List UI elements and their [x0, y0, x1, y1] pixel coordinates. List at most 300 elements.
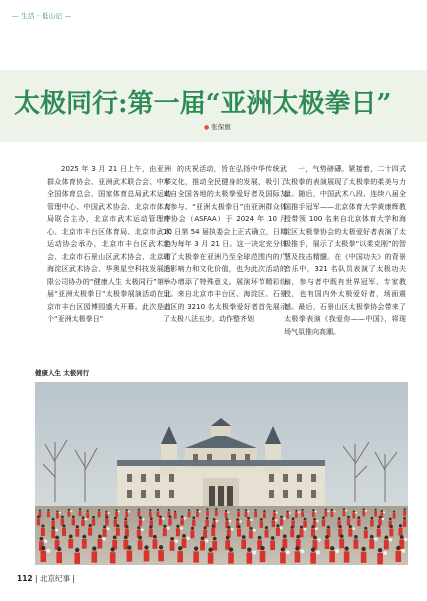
performer-head	[371, 517, 374, 520]
performer-figure	[47, 512, 50, 518]
performer-figure	[377, 529, 381, 537]
performer-fan	[141, 528, 144, 531]
performer-head	[390, 525, 393, 528]
performer-fan	[404, 538, 407, 541]
performer-figure	[403, 511, 406, 517]
performer-head	[227, 526, 230, 529]
performer-head	[98, 509, 100, 511]
performer-figure	[352, 513, 355, 519]
performer-head	[291, 526, 294, 529]
performer-figure	[68, 511, 71, 517]
performer-figure	[177, 551, 183, 562]
performer-head	[98, 535, 102, 539]
performer-fan	[59, 512, 61, 514]
performer-head	[92, 516, 95, 519]
performer-fan	[401, 549, 405, 553]
performer-figure	[247, 520, 250, 527]
performer-fan	[374, 538, 377, 541]
performer-figure	[343, 511, 346, 517]
performer-head	[213, 537, 217, 541]
performer-head	[281, 547, 285, 551]
performer-fan	[333, 510, 335, 512]
performer-figure	[378, 519, 381, 526]
performer-figure	[225, 512, 228, 518]
performer-fan	[352, 527, 355, 530]
performer-head	[340, 534, 344, 538]
performer-figure	[79, 511, 82, 517]
performer-figure	[149, 512, 152, 518]
performer-head	[237, 525, 240, 528]
magazine-name: 北京纪事	[39, 574, 70, 583]
performer-figure	[203, 530, 207, 538]
performer-fan	[383, 551, 387, 555]
performer-head	[325, 535, 329, 539]
performer-fan	[252, 551, 256, 555]
performer-head	[138, 509, 140, 511]
performer-head	[103, 525, 106, 528]
performer-fan	[184, 517, 186, 519]
performer-head	[354, 535, 358, 539]
performer-fan	[276, 512, 278, 514]
performer-figure	[176, 528, 180, 536]
page-number: 112	[17, 574, 33, 583]
performer-head	[213, 518, 216, 521]
performer-head	[159, 516, 162, 519]
performer-head	[72, 516, 75, 519]
performer-figure	[193, 551, 199, 562]
performer-fan	[229, 520, 231, 522]
performer-head	[400, 535, 404, 539]
performer-head	[138, 536, 142, 540]
performer-figure	[393, 513, 396, 519]
performer-figure	[280, 552, 286, 563]
performer-head	[292, 517, 295, 520]
performer-head	[312, 509, 314, 511]
performer-head	[271, 536, 275, 540]
performer-head	[168, 509, 170, 511]
performer-figure	[168, 519, 171, 526]
performer-head	[62, 524, 65, 527]
performer-head	[260, 518, 263, 521]
performer-figure	[310, 553, 316, 564]
performer-fan	[300, 549, 304, 553]
performer-figure	[208, 553, 214, 564]
performer-figure	[105, 519, 108, 526]
performer-fan	[180, 527, 183, 530]
performer-fan	[389, 538, 392, 541]
performer-head	[105, 511, 107, 513]
performer-fan	[227, 511, 229, 513]
performer-figure	[144, 550, 150, 561]
performer-head	[212, 525, 215, 528]
performer-head	[169, 516, 172, 519]
performer-head	[111, 547, 115, 551]
performer-figure	[170, 541, 175, 551]
performer-figure	[138, 540, 143, 550]
performer-head	[225, 510, 227, 512]
performer-head	[125, 525, 128, 528]
performer-figure	[260, 551, 266, 562]
performer-figure	[254, 512, 257, 518]
performer-head	[260, 546, 264, 550]
performer-figure	[56, 552, 62, 563]
performer-head	[174, 511, 176, 513]
performer-head	[242, 535, 246, 539]
performer-head	[330, 546, 334, 550]
performer-head	[364, 527, 367, 530]
performer-fan	[315, 527, 318, 530]
performer-head	[255, 509, 257, 511]
performer-figure	[272, 520, 275, 527]
performer-head	[331, 509, 333, 511]
performer-head	[300, 526, 303, 529]
performer-figure	[75, 529, 79, 537]
performer-figure	[206, 511, 209, 517]
performer-head	[127, 545, 131, 549]
performer-head	[124, 518, 127, 521]
performer-head	[377, 525, 380, 528]
performer-figure	[182, 538, 187, 548]
performer-head	[57, 547, 61, 551]
performer-head	[137, 526, 140, 529]
performer-head	[82, 535, 86, 539]
performer-head	[389, 518, 392, 521]
performer-figure	[98, 539, 103, 549]
section-tag: — 生活 · 低山记 —	[12, 12, 72, 20]
performer-figure	[362, 511, 365, 517]
performer-head	[375, 509, 377, 511]
performer-figure	[56, 513, 59, 519]
performer-figure	[399, 528, 403, 536]
performer-figure	[329, 551, 335, 562]
performer-figure	[180, 519, 183, 526]
performer-head	[157, 509, 159, 511]
performer-figure	[192, 520, 195, 527]
performer-head	[87, 510, 89, 512]
performer-head	[363, 508, 365, 510]
performer-figure	[212, 541, 217, 551]
performer-fan	[167, 527, 170, 530]
performer-head	[188, 509, 190, 511]
performer-head	[56, 510, 58, 512]
performer-head	[311, 548, 315, 552]
performer-figure	[364, 530, 368, 538]
performer-fan	[253, 529, 256, 532]
performer-figure	[116, 528, 120, 536]
performer-head	[370, 535, 374, 539]
performer-head	[79, 508, 81, 510]
body-text: 一，气势磅礴。紧接着，二十四式太极拳的表演展现了太极拳的柔美与力量。随后，中国武术八段、连续八届全国推手冠军——北京体育大学黄康辉教授带领 100 名来自北京体育大学和海淀区太极拳协会的太极爱好者表演了太极推手，展示了太极拳“以柔克刚”的智慧及技击精髓。在《中国功夫》的背景音乐中，321 名队员表演了太极功夫扇，参与者中既有世界冠军、专家教授，也有国内外太极爱好者，场面震撼。最后，石景山区太极拳协会带来了太极拳表演《我爱你——中国》，将现场气氛推向高潮。	[284, 165, 406, 336]
performer-head	[381, 510, 383, 512]
performer-figure	[370, 520, 373, 527]
performer-figure	[68, 539, 73, 549]
performer-figure	[215, 511, 218, 517]
performer-head	[325, 509, 327, 511]
performer-figure	[270, 540, 275, 550]
performer-fan	[55, 529, 58, 532]
performer-figure	[361, 552, 367, 563]
performer-head	[215, 508, 217, 510]
performer-fan	[317, 538, 320, 541]
page-title: 太极同行:第一届“亚洲太极拳日”	[14, 89, 392, 119]
performer-figure	[159, 519, 162, 526]
performer-fan	[199, 511, 201, 513]
performer-figure	[377, 553, 383, 564]
performer-head	[393, 510, 395, 512]
performer-figure	[301, 511, 304, 517]
performer-head	[313, 536, 317, 540]
photo-caption: 健康人生 太极同行	[35, 369, 90, 377]
performer-head	[237, 509, 239, 511]
performer-head	[311, 525, 314, 528]
performer-head	[226, 518, 229, 521]
performer-figure	[37, 519, 40, 526]
performer-head	[113, 536, 117, 540]
performer-fan	[85, 518, 87, 520]
performer-head	[313, 518, 316, 521]
performer-head	[357, 516, 360, 519]
performer-fan	[107, 528, 110, 531]
performer-head	[229, 547, 233, 551]
performer-head	[150, 517, 153, 520]
performer-fan	[205, 539, 208, 542]
performer-fan	[280, 527, 283, 530]
performer-head	[191, 527, 194, 530]
body-column-1	[47, 163, 171, 326]
performer-head	[296, 535, 300, 539]
performer-fan	[240, 520, 242, 522]
body-text: 2025 年 3 月 21 日上午，由亚洲群众体育协会、亚洲武术联合会、中华全国体育总会、国家体育总局武术运动管理中心、中国武术协会、北京市体育局联合主办，北京市武术运动管理中心、北京市丰台区体育局、北京市武术运动协会承办，北京市丰台区武术协会、北京市石景山区武术协会、北京市海淀区武术协会、华奥星空科技发展有限公司协办的“健康人生 太极同行”第一届“亚洲太极拳日”太极拳展演活动在北京市丰台区园博园盛大开幕。此次是首个“亚洲太极拳日”	[47, 165, 171, 323]
performer-head	[287, 511, 289, 513]
performer-head	[208, 548, 212, 552]
performer-figure	[88, 528, 92, 536]
performer-figure	[241, 539, 246, 549]
performer-fan	[128, 511, 130, 513]
performer-head	[304, 518, 307, 521]
performer-head	[384, 536, 388, 540]
performer-head	[89, 524, 92, 527]
performer-figure	[211, 528, 215, 536]
performer-figure	[188, 512, 191, 518]
performer-head	[47, 509, 49, 511]
performer-figure	[196, 512, 199, 518]
performer-head	[163, 525, 166, 528]
performer-head	[159, 545, 163, 549]
performer-head	[41, 546, 45, 550]
performer-figure	[163, 528, 167, 536]
bullet-icon: ●	[204, 124, 210, 131]
performer-figure	[237, 511, 240, 517]
performer-figure	[322, 520, 325, 527]
performer-figure	[295, 551, 301, 562]
performer-head	[295, 510, 297, 512]
performer-figure	[249, 530, 253, 538]
performer-head	[339, 525, 342, 528]
performer-figure	[276, 528, 280, 536]
performer-head	[403, 517, 406, 520]
performer-head	[273, 510, 275, 512]
performer-fan	[108, 512, 110, 514]
performer-fan	[298, 511, 300, 513]
performer-head	[206, 508, 208, 510]
performer-fan	[286, 550, 290, 554]
performer-head	[182, 534, 186, 538]
performer-fan	[365, 510, 367, 512]
performer-head	[75, 548, 79, 552]
performer-figure	[41, 528, 45, 536]
performer-head	[37, 515, 40, 518]
performer-figure	[324, 511, 327, 517]
performer-figure	[344, 551, 350, 562]
performer-figure	[354, 539, 359, 549]
performer-figure	[228, 552, 234, 563]
performer-figure	[103, 529, 107, 537]
performer-head	[114, 517, 117, 520]
performer-head	[347, 516, 350, 519]
performer-figure	[339, 539, 344, 549]
performer-fan	[355, 512, 357, 514]
performer-head	[295, 546, 299, 550]
performer-head	[265, 526, 268, 529]
performer-head	[245, 509, 247, 511]
performer-head	[39, 510, 41, 512]
performer-figure	[125, 512, 128, 518]
performer-figure	[260, 521, 263, 528]
performer-figure	[62, 528, 66, 536]
performer-head	[106, 516, 109, 519]
performer-figure	[331, 511, 334, 517]
performer-head	[144, 545, 148, 549]
performer-fan	[345, 510, 347, 512]
performer-figure	[174, 513, 177, 519]
performer-head	[226, 536, 230, 540]
performer-fan	[216, 520, 218, 522]
performer-fan	[175, 540, 178, 543]
performer-fan	[187, 537, 190, 540]
performer-head	[149, 509, 151, 511]
performer-head	[201, 537, 205, 541]
performer-figure	[138, 511, 141, 517]
performer-figure	[115, 512, 118, 518]
performer-head	[68, 509, 70, 511]
performer-head	[280, 516, 283, 519]
performer-head	[41, 524, 44, 527]
performer-figure	[303, 521, 306, 528]
performer-figure	[153, 539, 158, 549]
performer-fan	[315, 511, 317, 513]
performer-figure	[374, 511, 377, 517]
performer-figure	[389, 529, 393, 537]
performer-figure	[348, 529, 352, 537]
performer-fan	[248, 511, 250, 513]
performer-head	[396, 546, 400, 550]
performer-figure	[139, 519, 142, 526]
performer-head	[247, 517, 250, 520]
performer-head	[399, 524, 402, 527]
performer-figure	[237, 529, 241, 537]
performer-head	[338, 517, 341, 520]
performer-fan	[162, 517, 164, 519]
performer-figure	[347, 519, 350, 526]
performer-head	[52, 518, 55, 521]
performer-figure	[311, 529, 315, 537]
performer-figure	[245, 512, 248, 518]
performer-head	[149, 526, 152, 529]
performer-fan	[118, 511, 120, 513]
performer-figure	[282, 539, 287, 549]
performer-head	[176, 525, 179, 528]
performer-head	[353, 510, 355, 512]
body-text: 的庆祝活动，旨在弘扬中华传统武术文化，推动全民健身的发展，吸引了来自全国各地的太极拳爱好者及国际友人参与。“亚洲太极拳日”由亚洲群众体育协会（ASFAA）于 2024 年 10 月 10 日第 54 届执委会上正式确立，日期定为每年 3 月 21 日。这一决定充分体现了太极拳在亚洲乃至全球范围内的广泛影响力和文化价值，也为此次活动的举办增添了特殊意义。展演环节精彩纷呈。来自北京市丰台区、海淀区、石景山区的 3210 名太极拳爱好者首先展示了太极八法五步，动作整齐划	[163, 165, 287, 323]
page-footer: 112 | 北京纪事 |	[17, 574, 75, 583]
performer-head	[343, 508, 345, 510]
performer-figure	[369, 539, 374, 549]
performer-figure	[295, 512, 298, 518]
performer-head	[126, 509, 128, 511]
performer-fan	[142, 518, 144, 520]
performer-head	[276, 524, 279, 527]
performer-head	[52, 527, 55, 530]
performer-figure	[149, 529, 153, 537]
performer-head	[178, 546, 182, 550]
performer-figure	[205, 520, 208, 527]
performer-figure	[190, 530, 194, 538]
performer-head	[194, 546, 198, 550]
performer-figure	[403, 520, 406, 527]
performer-fan	[275, 519, 277, 521]
performer-fan	[304, 528, 307, 531]
performer-figure	[263, 513, 266, 519]
performer-head	[206, 517, 209, 520]
performer-head	[204, 526, 207, 529]
performer-head	[196, 509, 198, 511]
performer-figure	[286, 513, 289, 519]
performer-figure	[357, 519, 360, 526]
performer-head	[116, 524, 119, 527]
performer-head	[92, 546, 96, 550]
performer-fan	[231, 528, 234, 531]
performer-head	[115, 509, 117, 511]
performer-head	[327, 526, 330, 529]
performer-head	[283, 534, 287, 538]
performer-figure	[396, 551, 402, 562]
performer-figure	[247, 553, 253, 564]
performer-fan	[335, 549, 339, 553]
performer-head	[249, 527, 252, 530]
performer-figure	[61, 519, 64, 526]
performer-head	[55, 536, 59, 540]
performer-figure	[86, 512, 89, 518]
performer-fan	[316, 551, 320, 555]
performer-fan	[316, 520, 318, 522]
performer-fan	[46, 549, 50, 553]
performer-figure	[51, 530, 55, 538]
performer-head	[361, 547, 365, 551]
performer-figure	[158, 550, 164, 561]
performer-fan	[382, 518, 384, 520]
performer-figure	[200, 541, 205, 551]
performer-head	[302, 509, 304, 511]
performer-fan	[289, 512, 291, 514]
performer-figure	[98, 512, 101, 518]
performer-head	[404, 508, 406, 510]
performer-head	[181, 515, 184, 518]
performer-figure	[300, 529, 304, 537]
performer-head	[258, 536, 262, 540]
performer-head	[236, 518, 239, 521]
performer-head	[82, 516, 85, 519]
performer-figure	[312, 512, 315, 518]
